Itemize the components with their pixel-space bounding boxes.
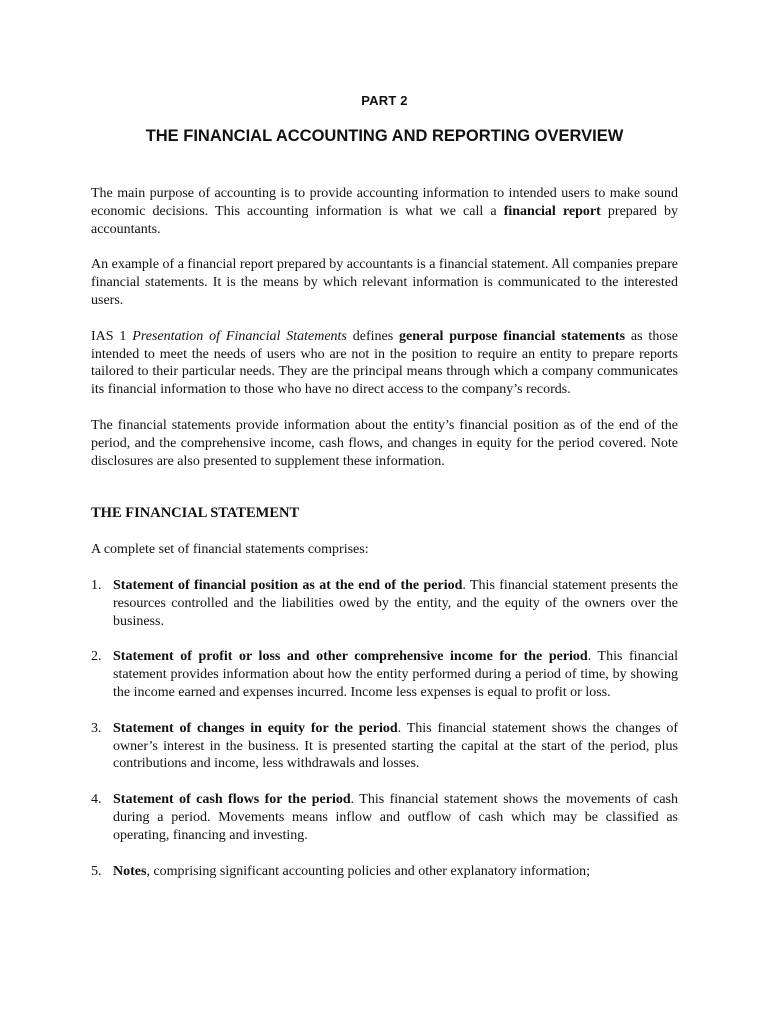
- list-item-text: . This financial statement shows the changes of owner’s interest in the business. It is presented starting the capital at the start of the period, plus contributions and income, less withdrawals and losses.: [113, 720, 679, 772]
- list-item-text: . This financial statement shows the movements of cash during a period. Movements means inflow and outflow of cash which may be classified as operating, financing and investing.: [113, 792, 679, 843]
- list-item: [91, 791, 678, 844]
- list-item: [91, 863, 678, 881]
- list-item-title: Statement of financial position as at the end of the period: [113, 577, 463, 593]
- part-label: PART 2: [361, 93, 408, 108]
- paragraph-text: The main purpose of accounting is to provide accounting information to intended users to make sound economic decisions. This accounting information is what we call a: [91, 186, 678, 219]
- paragraph-text: defines: [346, 328, 400, 344]
- list-item-title: Statement of changes in equity for the period: [113, 720, 398, 736]
- paragraph-example: An example of a financial report prepared by accountants is a financial statement. All companies prepare financial statements. It is the means by which relevant information is communicated to the interested users.: [91, 257, 678, 308]
- list-item: [91, 577, 678, 630]
- list-item-text: . This financial statement provides information about how the entity performed during a period of time, by showing the income earned and expenses incurred. Income less expenses is equal to profit or loss.: [113, 649, 678, 700]
- italic-standard-name: Presentation of Financial Statements: [132, 328, 347, 344]
- statements-list: [91, 577, 678, 880]
- paragraph-statements-info: The financial statements provide information about the entity’s financial position as of the end of the period, and the comprehensive income, cash flows, and changes in equity for the period covered. Note disclosures are also presented to supplement these information.: [91, 417, 678, 469]
- paragraph-purpose: [91, 185, 678, 238]
- section-heading: THE FINANCIAL STATEMENT: [91, 505, 300, 522]
- list-item-title: Notes: [113, 863, 147, 879]
- list-intro: A complete set of financial statements comprises:: [91, 542, 369, 558]
- paragraph-text: as those intended to meet the needs of users who are not in the position to require an entity to prepare reports tailored to their particular needs. They are the principal means through which a company communicates its financial information to those who have no direct access to the company’s records.: [91, 328, 678, 398]
- list-item-number: 2.: [91, 649, 102, 665]
- document-page: [91, 0, 678, 1024]
- page-title: THE FINANCIAL ACCOUNTING AND REPORTING OVERVIEW: [145, 127, 624, 145]
- list-item-number: 5.: [91, 863, 102, 879]
- list-item-number: 3.: [91, 720, 102, 736]
- paragraph-ias1: [91, 328, 678, 399]
- paragraph-text: prepared by accountants.: [91, 203, 678, 237]
- bold-term: general purpose financial statements: [399, 328, 626, 344]
- list-item-title: Statement of cash flows for the period: [113, 792, 351, 808]
- list-item-title: Statement of profit or loss and other comprehensive income for the period: [113, 649, 588, 665]
- paragraph-text: IAS 1: [91, 328, 133, 344]
- list-item-text: . This financial statement presents the resources controlled and the liabilities owed by the entity, and the equity of the owners over the business.: [113, 577, 678, 629]
- document-body: [91, 185, 678, 898]
- list-item-text: , comprising significant accounting policies and other explanatory information;: [146, 863, 591, 879]
- bold-term: financial report: [503, 203, 601, 219]
- list-item: [91, 648, 678, 701]
- list-item-number: 1.: [91, 577, 102, 593]
- list-item: [91, 720, 678, 773]
- list-item-number: 4.: [91, 792, 102, 808]
